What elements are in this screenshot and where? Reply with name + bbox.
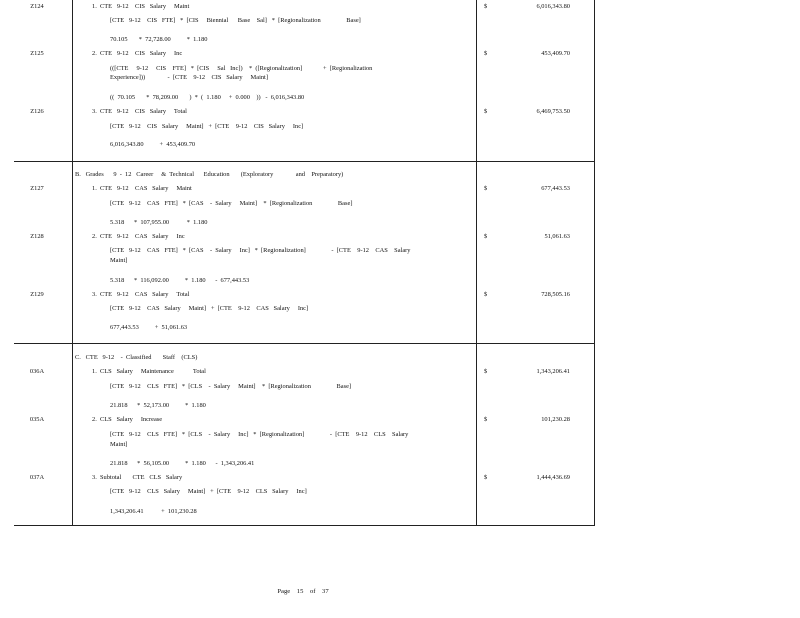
row-code: Z128: [30, 233, 44, 240]
amount-value: 1,444,436.69: [536, 474, 570, 481]
item-label: 1. CTE 9-12 CAS Salary Maint: [92, 185, 192, 192]
amount-value: 101,230.28: [541, 416, 570, 423]
table-bottom-border: [14, 525, 595, 526]
page-label: Page: [277, 588, 291, 595]
currency-symbol: $: [484, 233, 488, 240]
currency-symbol: $: [484, 185, 488, 192]
formula-text: [CTE 9-12 CLS FTE] * [CLS - Salary Maint] * [Regionalization Base]: [110, 383, 352, 390]
row-code: Z126: [30, 108, 44, 115]
item-label: 3. CTE 9-12 CIS Salary Total: [92, 108, 187, 115]
column-divider-right: [476, 0, 477, 526]
formula-text: [CTE 9-12 CAS FTE] * [CAS - Salary Inc] * [Regionalization] - [CTE 9-12 CAS Salary: [110, 247, 411, 254]
item-label: 1. CTE 9-12 CIS Salary Maint: [92, 3, 190, 10]
section-header: C. CTE 9-12 - Classified Staff (CLS): [75, 354, 198, 361]
item-label: 2. CLS Salary Increase: [92, 416, 163, 423]
column-divider-left: [72, 0, 73, 526]
calculation-text: 5.318 * 107,955.00 * 1.180: [110, 219, 208, 226]
currency-symbol: $: [484, 368, 488, 375]
calculation-text: 6,016,343.80 + 453,409.70: [110, 141, 196, 148]
calculation-text: 5.318 * 116,092.00 * 1.180 - 677,443.53: [110, 277, 250, 284]
item-label: 1. CLS Salary Maintenance Total: [92, 368, 206, 375]
page-number: 15: [296, 588, 304, 595]
formula-text-continued: Experience])) - [CTE 9-12 CIS Salary Maint]: [110, 74, 268, 81]
formula-text: [CTE 9-12 CIS FTE] * [CIS Biennial Base Sal] * [Regionalization Base]: [110, 17, 361, 24]
currency-symbol: $: [484, 3, 488, 10]
row-code: 036A: [29, 368, 45, 375]
page-footer: [0, 588, 606, 595]
formula-text: (([CTE 9-12 CIS FTE] * [CIS Sal Inc]) * ([Regionalization] + [Regionalization: [110, 65, 373, 72]
row-code: Z127: [30, 185, 44, 192]
item-label: 3. Subtotal CTE CLS Salary: [92, 474, 183, 481]
amount-value: 728,505.16: [541, 291, 570, 298]
row-code: 035A: [29, 416, 45, 423]
currency-symbol: $: [484, 474, 488, 481]
currency-symbol: $: [484, 108, 488, 115]
row-code: 037A: [29, 474, 45, 481]
amount-value: 51,061.63: [544, 233, 570, 240]
table-border-right: [594, 0, 595, 526]
amount-value: 677,443.53: [541, 185, 570, 192]
formula-text: [CTE 9-12 CIS Salary Maint] + [CTE 9-12 CIS Salary Inc]: [110, 123, 304, 130]
formula-text-continued: Maint]: [110, 257, 128, 264]
section-header: B. Grades 9 - 12 Career & Technical Education (Exploratory and Preparatory): [75, 171, 344, 178]
row-code: Z129: [30, 291, 44, 298]
calculation-text: 21.818 * 52,173.00 * 1.180: [110, 402, 206, 409]
calculation-text: 1,343,206.41 + 101,230.28: [110, 508, 197, 515]
row-code: Z125: [30, 50, 44, 57]
of-label: of: [309, 588, 316, 595]
section-divider: [14, 343, 595, 344]
formula-text-continued: Maint]: [110, 441, 128, 448]
formula-text: [CTE 9-12 CLS FTE] * [CLS - Salary Inc] * [Regionalization] - [CTE 9-12 CLS Salary: [110, 431, 409, 438]
total-pages: 37: [322, 588, 329, 595]
item-label: 2. CTE 9-12 CIS Salary Inc: [92, 50, 183, 57]
amount-value: 6,016,343.80: [536, 3, 570, 10]
currency-symbol: $: [484, 416, 488, 423]
amount-value: 1,343,206.41: [536, 368, 570, 375]
amount-value: 6,469,753.50: [536, 108, 570, 115]
calculation-text: 677,443.53 + 51,061.63: [110, 324, 188, 331]
item-label: 2. CTE 9-12 CAS Salary Inc: [92, 233, 185, 240]
row-code: Z124: [30, 3, 44, 10]
calculation-text: 70.105 * 72,728.00 * 1.180: [110, 36, 208, 43]
currency-symbol: $: [484, 291, 488, 298]
amount-value: 453,409.70: [541, 50, 570, 57]
calculation-text: (( 70.105 * 78,209.00 ) * ( 1.180 + 0.000 )) - 6,016,343.80: [110, 94, 305, 101]
formula-text: [CTE 9-12 CAS FTE] * [CAS - Salary Maint] * [Regionalization Base]: [110, 200, 353, 207]
currency-symbol: $: [484, 50, 488, 57]
item-label: 3. CTE 9-12 CAS Salary Total: [92, 291, 190, 298]
calculation-text: 21.818 * 56,105.00 * 1.180 - 1,343,206.41: [110, 460, 255, 467]
formula-text: [CTE 9-12 CAS Salary Maint] + [CTE 9-12 CAS Salary Inc]: [110, 305, 309, 312]
formula-text: [CTE 9-12 CLS Salary Maint] + [CTE 9-12 CLS Salary Inc]: [110, 488, 307, 495]
section-divider: [14, 161, 595, 162]
